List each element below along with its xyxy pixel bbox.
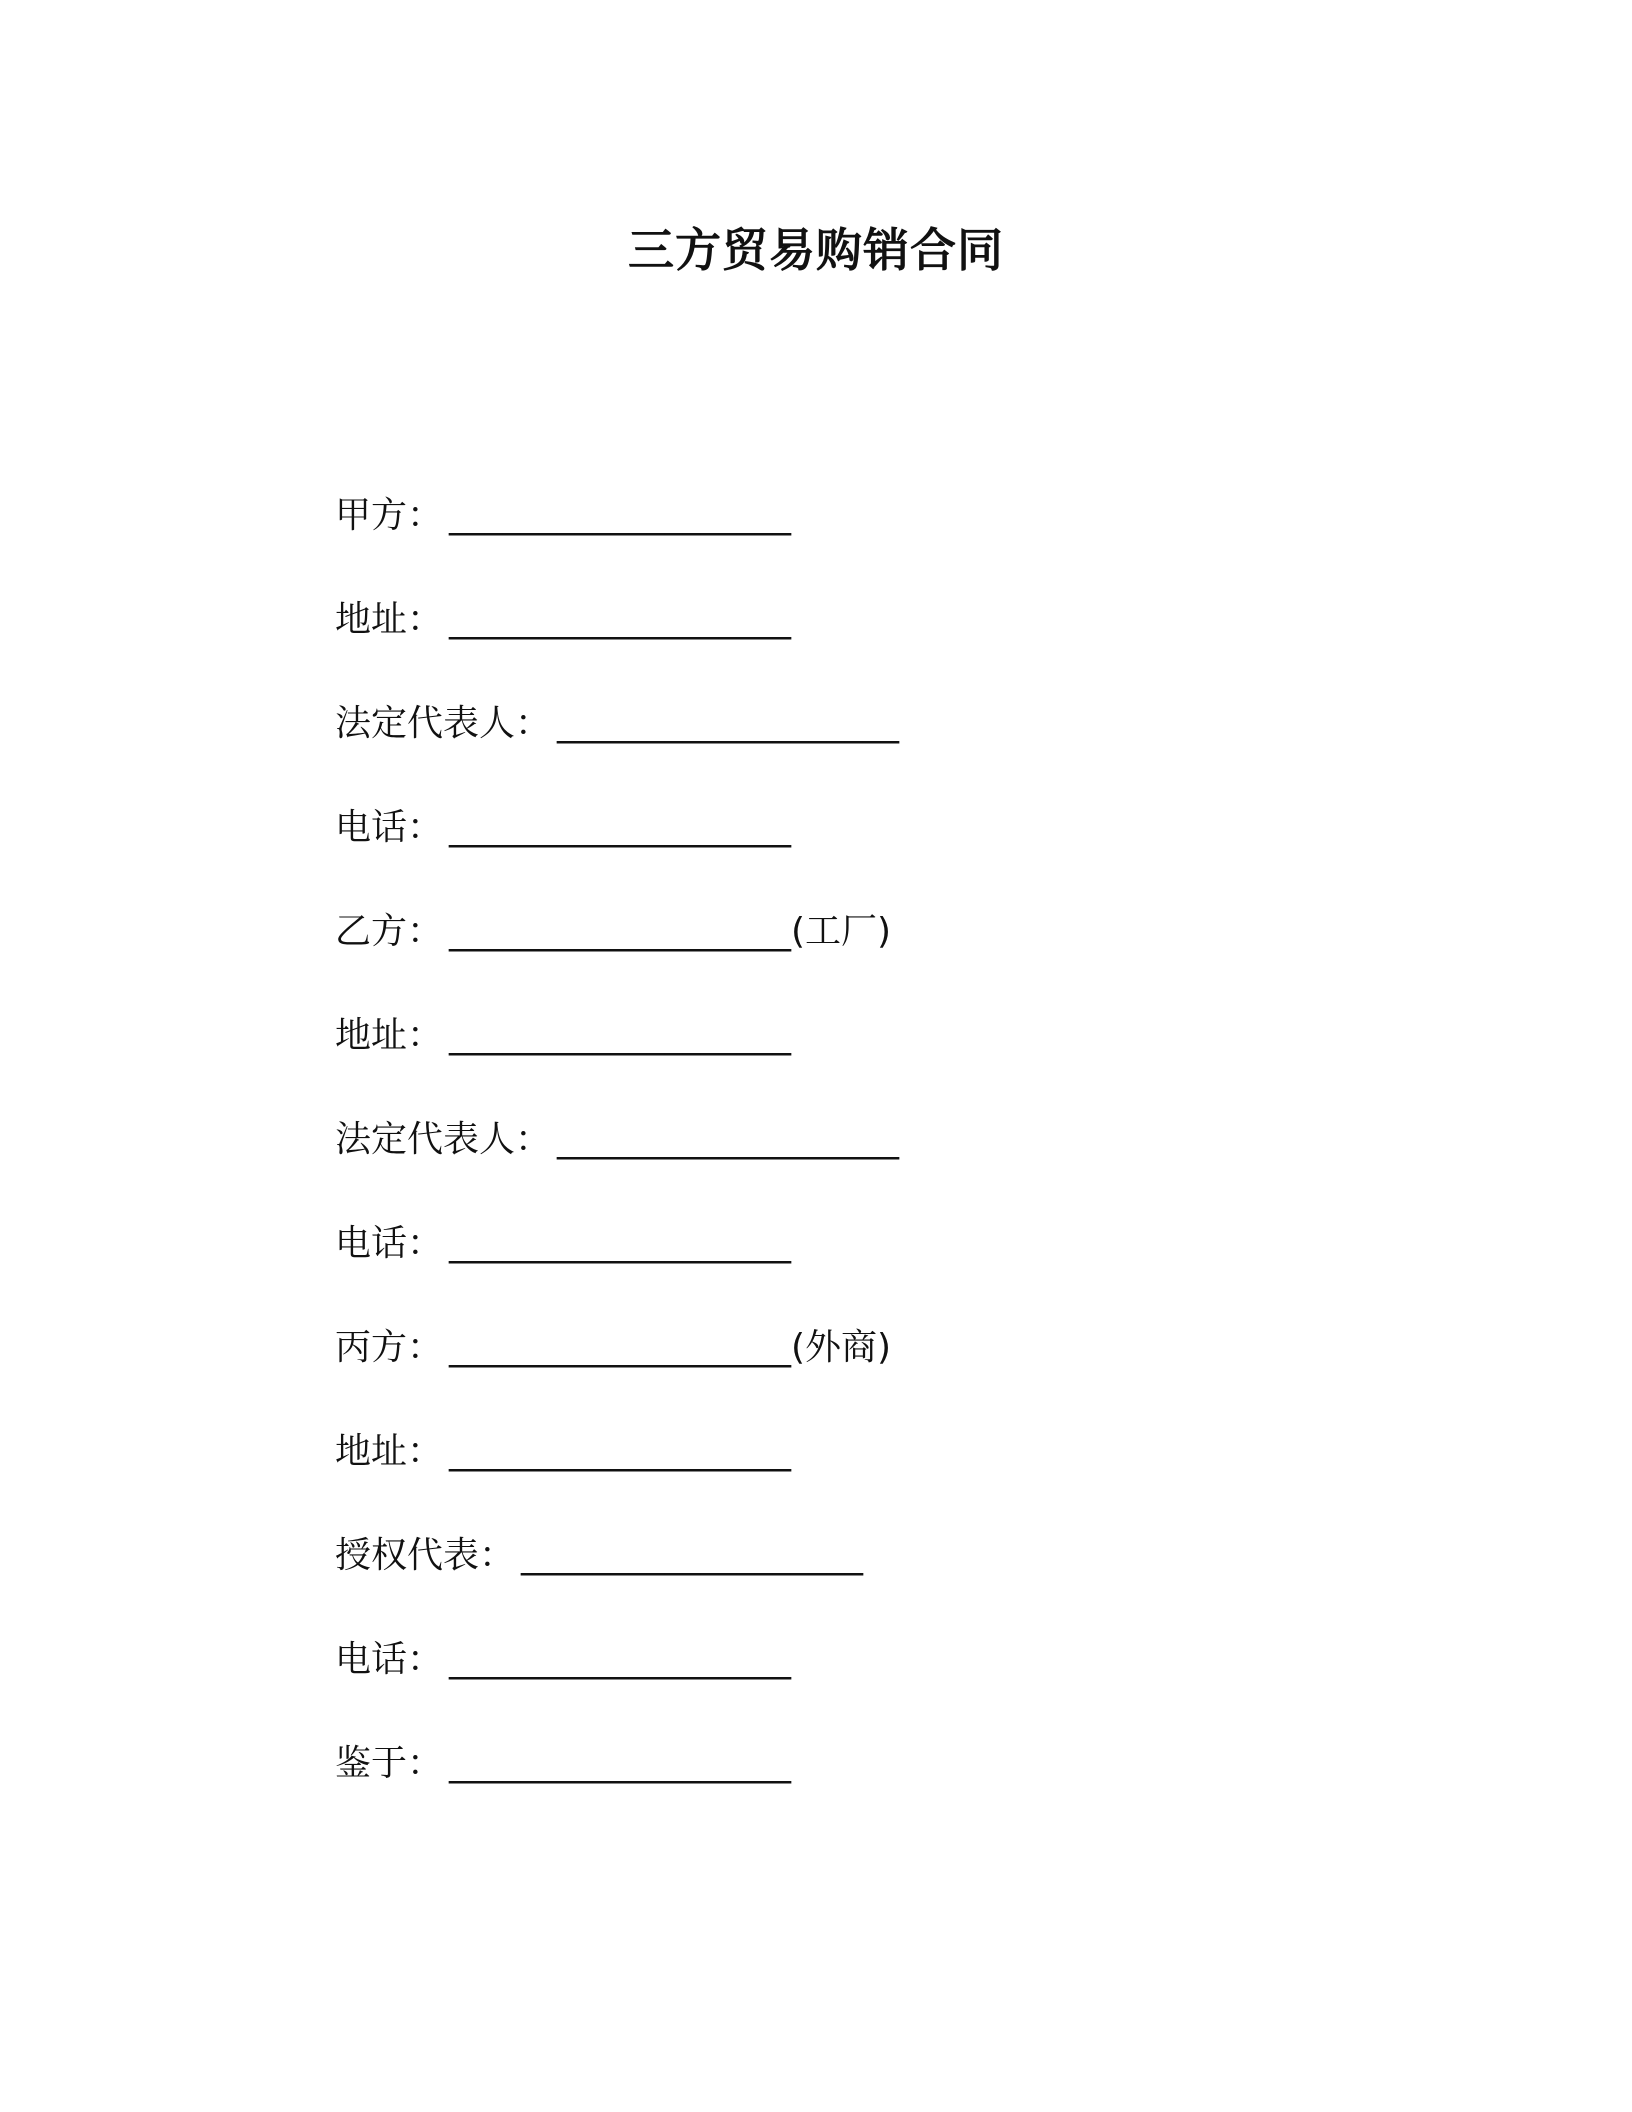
blank-line: ___________________ <box>449 1743 792 1784</box>
blank-line: ___________________ <box>449 807 792 848</box>
field-label: 法定代表人： <box>335 703 552 744</box>
blank-line: ___________________ <box>449 1431 792 1472</box>
field-row-party-b <box>335 904 1435 1008</box>
blank-line: ___________________ <box>521 1535 864 1576</box>
field-label: 乙方： <box>335 911 444 952</box>
field-row-phone-c <box>335 1632 1435 1736</box>
field-label: 电话： <box>335 1223 444 1264</box>
field-row-whereas <box>335 1736 1435 1840</box>
blank-line: ___________________ <box>557 703 900 744</box>
field-row-legal-rep-a <box>335 696 1435 800</box>
field-row-phone-b <box>335 1216 1435 1320</box>
field-row-legal-rep-b <box>335 1112 1435 1216</box>
blank-line: ___________________ <box>449 1223 792 1264</box>
field-label: 法定代表人： <box>335 1119 552 1160</box>
blank-line: ___________________ <box>449 599 792 640</box>
field-label: 鉴于： <box>335 1743 444 1784</box>
blank-line: ___________________ <box>449 1639 792 1680</box>
blank-line: ___________________ <box>449 911 792 952</box>
blank-line: ___________________ <box>449 1015 792 1056</box>
party-fields <box>335 488 1435 1840</box>
document-title: 三方贸易购销合同 <box>628 223 1004 277</box>
field-row-phone-a <box>335 800 1435 904</box>
field-label: 地址： <box>335 599 444 640</box>
field-label: 地址： <box>335 1431 444 1472</box>
field-label: 电话： <box>335 807 444 848</box>
field-label: 甲方： <box>335 495 444 536</box>
field-label: 地址： <box>335 1015 444 1056</box>
field-row-authorized-rep-c <box>335 1528 1435 1632</box>
field-row-address-a <box>335 592 1435 696</box>
blank-line: ___________________ <box>449 1327 792 1368</box>
field-row-address-b <box>335 1008 1435 1112</box>
field-suffix: (外商) <box>791 1327 892 1368</box>
field-row-address-c <box>335 1424 1435 1528</box>
field-row-party-a <box>335 488 1435 592</box>
field-label: 丙方： <box>335 1327 444 1368</box>
field-label: 电话： <box>335 1639 444 1680</box>
blank-line: ___________________ <box>557 1119 900 1160</box>
field-row-party-c <box>335 1320 1435 1424</box>
blank-line: ___________________ <box>449 495 792 536</box>
field-suffix: (工厂) <box>791 911 892 952</box>
field-label: 授权代表： <box>335 1535 516 1576</box>
